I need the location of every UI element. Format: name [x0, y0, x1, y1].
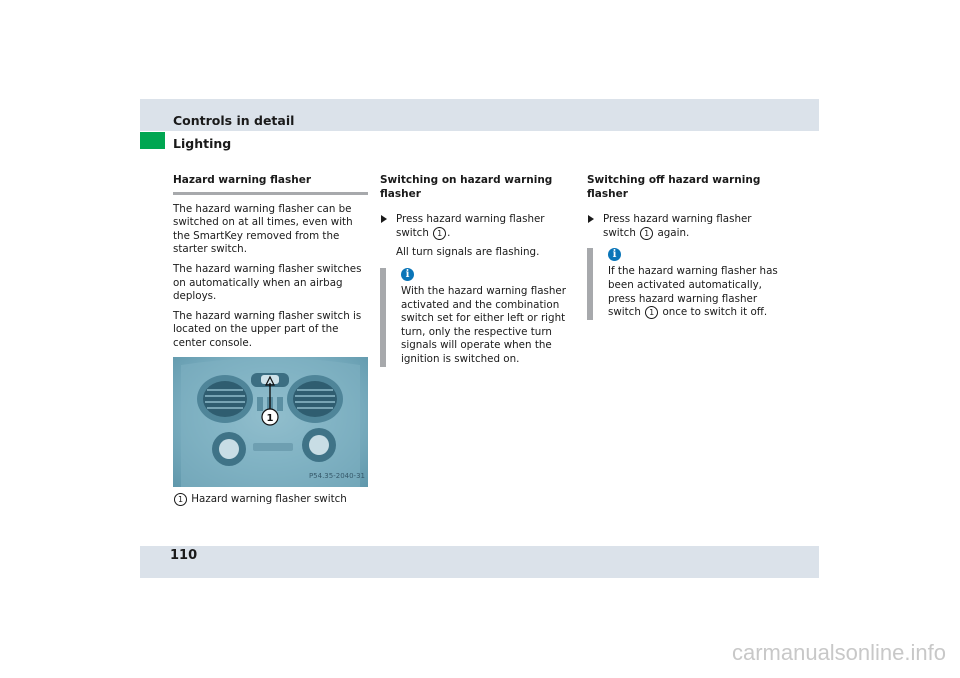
- info-icon: i: [401, 268, 414, 281]
- page-number: 110: [170, 548, 198, 563]
- heading-switching-off: Switching off hazard warning flasher: [587, 174, 761, 200]
- subsection-title: Lighting: [173, 136, 232, 151]
- paragraph-switch-on-anytime: The hazard warning flasher can be switched on at all times, even with the SmartKey removed from the starter switch.: [173, 202, 353, 256]
- column-switching-off: [587, 174, 782, 320]
- step-number-badge: 1: [433, 227, 446, 240]
- result-all-signals-flashing: All turn signals are flashing.: [396, 246, 540, 259]
- step-text: Press hazard warning flasher switch: [396, 213, 545, 239]
- watermark: carmanualsonline.info: [731, 640, 946, 665]
- info-icon: i: [608, 248, 621, 261]
- photo-reference-code: P54.35-2040-31: [308, 471, 365, 480]
- heading-rule: [173, 192, 368, 195]
- column-switching-on: [380, 174, 575, 367]
- step-text: Press hazard warning flasher switch: [603, 213, 752, 239]
- step-press-switch-off: [587, 213, 782, 240]
- caption-number-badge: 1: [174, 493, 187, 506]
- footer-band: [140, 546, 819, 578]
- photo-caption: [173, 493, 368, 507]
- center-console-photo: [173, 357, 368, 487]
- section-title: Controls in detail: [173, 113, 295, 128]
- paragraph-switch-location: The hazard warning flasher switch is located on the upper part of the center console.: [173, 309, 362, 349]
- bullet-arrow-icon: [381, 215, 387, 223]
- center-console-illustration: [173, 357, 368, 487]
- photo-callout-number: 1: [266, 412, 274, 424]
- heading-switching-on: Switching on hazard warning flasher: [380, 174, 553, 200]
- info-note-airbag-reset: [587, 248, 782, 319]
- info-note-combination-switch: [380, 268, 575, 367]
- step-suffix: again.: [657, 226, 690, 239]
- caption-text: Hazard warning flasher switch: [191, 492, 347, 505]
- bullet-arrow-icon: [588, 215, 594, 223]
- column-hazard-intro: [173, 174, 368, 506]
- step-press-switch-on: Press hazard warning flasher switch 1 .: [380, 213, 575, 240]
- info-number-badge: 1: [645, 306, 658, 319]
- info-note-text-start: If the hazard warning flasher has been activated automatically, press hazard warning flasher switch: [608, 265, 778, 319]
- heading-hazard-warning-flasher: Hazard warning flasher: [173, 174, 311, 186]
- paragraph-airbag-deploys: The hazard warning flasher switches on automatically when an airbag deploys.: [173, 262, 362, 303]
- info-note-text: With the hazard warning flasher activated and the combination switch set for either left or right turn, only the respective turn signals will operate when the ignition is switched on.: [401, 284, 566, 365]
- section-tab-marker: [140, 132, 165, 149]
- step-number-badge: 1: [640, 227, 653, 240]
- info-note-text-end: once to switch it off.: [662, 306, 768, 319]
